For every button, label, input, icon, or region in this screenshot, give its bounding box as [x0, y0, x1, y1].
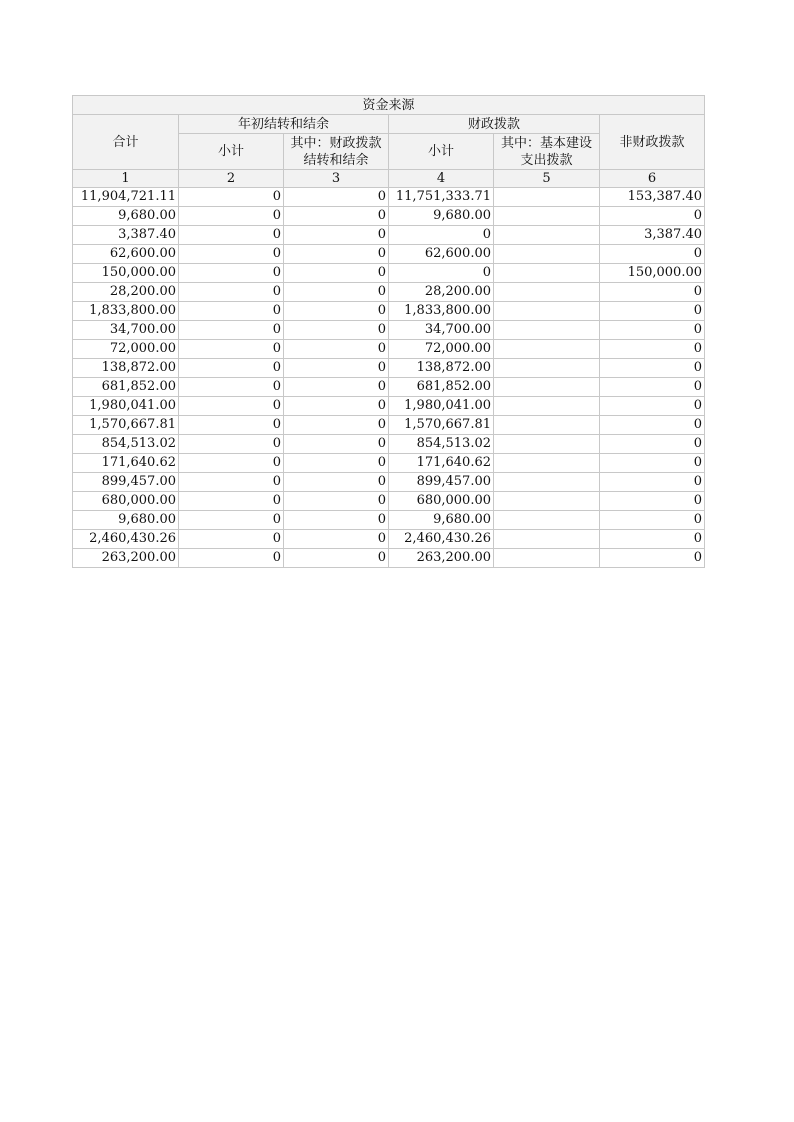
table-cell[interactable]: 0: [179, 226, 284, 245]
table-cell[interactable]: 0: [284, 245, 389, 264]
table-cell[interactable]: 0: [600, 397, 705, 416]
header-group-fiscal: 财政拨款: [389, 115, 600, 134]
table-row: [73, 321, 705, 340]
table-row: [73, 359, 705, 378]
table-cell[interactable]: 0: [600, 359, 705, 378]
table-cell[interactable]: 11,904,721.11: [73, 188, 179, 207]
header-total: 合计: [73, 115, 179, 170]
table-cell[interactable]: 34,700.00: [389, 321, 494, 340]
table-cell[interactable]: 138,872.00: [389, 359, 494, 378]
table-cell[interactable]: 0: [284, 378, 389, 397]
table-cell[interactable]: 34,700.00: [73, 321, 179, 340]
table-cell[interactable]: 0: [600, 511, 705, 530]
table-cell[interactable]: 0: [600, 454, 705, 473]
table-cell[interactable]: 0: [284, 321, 389, 340]
table-cell[interactable]: 681,852.00: [73, 378, 179, 397]
table-cell[interactable]: [494, 321, 600, 340]
table-cell[interactable]: 0: [284, 492, 389, 511]
col-number: 2: [179, 170, 284, 188]
table-cell[interactable]: 0: [179, 283, 284, 302]
table-cell[interactable]: 680,000.00: [389, 492, 494, 511]
table-cell[interactable]: 72,000.00: [73, 340, 179, 359]
table-cell[interactable]: 0: [284, 435, 389, 454]
table-cell[interactable]: 0: [284, 283, 389, 302]
table-cell[interactable]: 1,833,800.00: [389, 302, 494, 321]
table-row: [73, 473, 705, 492]
table-cell[interactable]: 0: [284, 340, 389, 359]
col-number: 5: [494, 170, 600, 188]
table-cell[interactable]: 0: [284, 416, 389, 435]
table-cell[interactable]: 0: [179, 188, 284, 207]
table-cell[interactable]: 0: [284, 359, 389, 378]
table-cell[interactable]: [494, 397, 600, 416]
table-cell[interactable]: 3,387.40: [600, 226, 705, 245]
table-row: [73, 378, 705, 397]
table-cell[interactable]: 11,751,333.71: [389, 188, 494, 207]
table-cell[interactable]: 1,980,041.00: [389, 397, 494, 416]
table-cell[interactable]: [494, 492, 600, 511]
table-cell[interactable]: 171,640.62: [73, 454, 179, 473]
table-cell[interactable]: 899,457.00: [389, 473, 494, 492]
table-cell[interactable]: 0: [600, 492, 705, 511]
table-cell[interactable]: [494, 473, 600, 492]
table-cell[interactable]: 171,640.62: [389, 454, 494, 473]
header-group-carryover: 年初结转和结余: [179, 115, 389, 134]
table-cell[interactable]: [494, 226, 600, 245]
table-row: [73, 245, 705, 264]
table-cell[interactable]: [494, 188, 600, 207]
table-row: [73, 416, 705, 435]
table-cell[interactable]: 0: [389, 226, 494, 245]
table-cell[interactable]: 0: [284, 188, 389, 207]
table-cell[interactable]: 2,460,430.26: [73, 530, 179, 549]
table-cell[interactable]: 899,457.00: [73, 473, 179, 492]
table-row: [73, 264, 705, 283]
table-row: [73, 207, 705, 226]
table-cell[interactable]: 0: [600, 378, 705, 397]
table-cell[interactable]: 150,000.00: [600, 264, 705, 283]
col-number: 1: [73, 170, 179, 188]
table-row: [73, 283, 705, 302]
table-row: [73, 549, 705, 568]
table-cell[interactable]: 0: [600, 473, 705, 492]
table-cell[interactable]: 0: [284, 473, 389, 492]
table-row: [73, 454, 705, 473]
table-cell[interactable]: [494, 511, 600, 530]
table-title: 资金来源: [73, 96, 705, 115]
table-cell[interactable]: [494, 207, 600, 226]
table-cell[interactable]: 854,513.02: [73, 435, 179, 454]
table-row: [73, 340, 705, 359]
table-cell[interactable]: 0: [179, 492, 284, 511]
table-cell[interactable]: 0: [179, 245, 284, 264]
table-cell[interactable]: [494, 416, 600, 435]
table-row: [73, 435, 705, 454]
table-cell[interactable]: 0: [284, 549, 389, 568]
table-cell[interactable]: 0: [179, 435, 284, 454]
table-cell[interactable]: [494, 435, 600, 454]
table-cell[interactable]: 0: [284, 511, 389, 530]
table-cell[interactable]: 1,833,800.00: [73, 302, 179, 321]
table-cell[interactable]: 0: [179, 473, 284, 492]
col-number: 6: [600, 170, 705, 188]
table-cell[interactable]: 0: [179, 321, 284, 340]
table-cell[interactable]: 0: [284, 207, 389, 226]
table-cell[interactable]: 681,852.00: [389, 378, 494, 397]
table-cell[interactable]: 263,200.00: [73, 549, 179, 568]
table-cell[interactable]: 680,000.00: [73, 492, 179, 511]
table-cell[interactable]: [494, 264, 600, 283]
table-cell[interactable]: 9,680.00: [389, 511, 494, 530]
table-cell[interactable]: 854,513.02: [389, 435, 494, 454]
table-cell[interactable]: 0: [179, 302, 284, 321]
table-cell[interactable]: 9,680.00: [389, 207, 494, 226]
table-cell[interactable]: 3,387.40: [73, 226, 179, 245]
table-cell[interactable]: 150,000.00: [73, 264, 179, 283]
table-row: [73, 188, 705, 207]
table-row: [73, 226, 705, 245]
table-cell[interactable]: [494, 530, 600, 549]
table-row: [73, 492, 705, 511]
table-cell[interactable]: 0: [600, 283, 705, 302]
table-cell[interactable]: 0: [389, 264, 494, 283]
table-cell[interactable]: [494, 378, 600, 397]
table-cell[interactable]: 62,600.00: [389, 245, 494, 264]
table-cell[interactable]: 0: [179, 378, 284, 397]
table-cell[interactable]: 0: [284, 264, 389, 283]
table-cell[interactable]: 0: [600, 207, 705, 226]
table-row: [73, 530, 705, 549]
table-row: [73, 302, 705, 321]
table-cell[interactable]: 0: [179, 264, 284, 283]
table-cell[interactable]: [494, 245, 600, 264]
table-cell[interactable]: 0: [600, 340, 705, 359]
table-cell[interactable]: [494, 454, 600, 473]
table-cell[interactable]: [494, 549, 600, 568]
table-cell[interactable]: 0: [284, 454, 389, 473]
table-cell[interactable]: 0: [600, 530, 705, 549]
funding-source-table: [72, 95, 705, 568]
table-cell[interactable]: [494, 283, 600, 302]
table-cell[interactable]: 0: [179, 340, 284, 359]
table-cell[interactable]: 9,680.00: [73, 511, 179, 530]
table-cell[interactable]: 0: [179, 397, 284, 416]
col-number: 4: [389, 170, 494, 188]
header-basic-construction: 其中：基本建设支出拨款: [494, 134, 600, 170]
col-number: 3: [284, 170, 389, 188]
table-body: [73, 188, 705, 568]
table-cell[interactable]: 28,200.00: [73, 283, 179, 302]
table-cell[interactable]: 72,000.00: [389, 340, 494, 359]
table-cell[interactable]: 0: [284, 302, 389, 321]
table-cell[interactable]: 1,570,667.81: [73, 416, 179, 435]
table-cell[interactable]: 0: [179, 549, 284, 568]
header-subtotal-2: 小计: [389, 134, 494, 170]
table-cell[interactable]: 62,600.00: [73, 245, 179, 264]
table-cell[interactable]: 0: [179, 511, 284, 530]
table-cell[interactable]: 1,570,667.81: [389, 416, 494, 435]
table-cell[interactable]: 28,200.00: [389, 283, 494, 302]
table-cell[interactable]: 0: [284, 530, 389, 549]
table-cell[interactable]: 0: [284, 226, 389, 245]
header-subtotal-1: 小计: [179, 134, 284, 170]
table-cell[interactable]: [494, 302, 600, 321]
table-cell[interactable]: 0: [179, 454, 284, 473]
table-cell[interactable]: 9,680.00: [73, 207, 179, 226]
table-cell[interactable]: 1,980,041.00: [73, 397, 179, 416]
table-row: [73, 511, 705, 530]
table-cell[interactable]: 0: [284, 397, 389, 416]
table-cell[interactable]: 0: [600, 416, 705, 435]
table-cell[interactable]: 0: [179, 530, 284, 549]
table-cell[interactable]: 0: [600, 549, 705, 568]
table-cell[interactable]: 0: [179, 416, 284, 435]
table-cell[interactable]: 0: [600, 321, 705, 340]
table-cell[interactable]: 153,387.40: [600, 188, 705, 207]
table-cell[interactable]: 2,460,430.26: [389, 530, 494, 549]
table-cell[interactable]: 263,200.00: [389, 549, 494, 568]
table-cell[interactable]: 0: [600, 245, 705, 264]
header-non-fiscal: 非财政拨款: [600, 115, 705, 170]
table-cell[interactable]: 0: [179, 359, 284, 378]
table-row: [73, 397, 705, 416]
table-cell[interactable]: 138,872.00: [73, 359, 179, 378]
table-cell[interactable]: 0: [179, 207, 284, 226]
table-cell[interactable]: [494, 359, 600, 378]
table-cell[interactable]: 0: [600, 302, 705, 321]
table-cell[interactable]: 0: [600, 435, 705, 454]
header-carryover-fiscal: 其中：财政拨款结转和结余: [284, 134, 389, 170]
table-cell[interactable]: [494, 340, 600, 359]
